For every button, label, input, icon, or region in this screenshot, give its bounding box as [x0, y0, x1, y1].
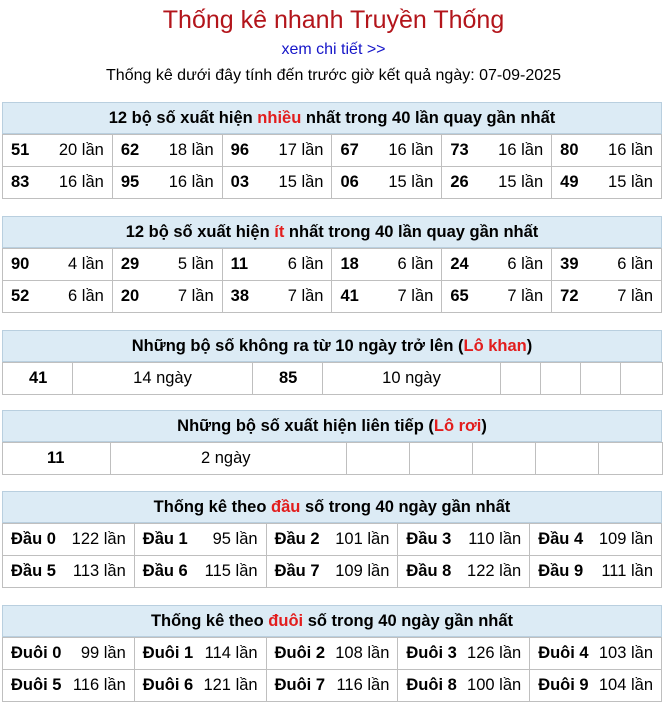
least-label: 29: [120, 255, 140, 273]
dau-count: 111 lần: [601, 562, 653, 580]
most-label: 51: [11, 141, 30, 159]
least-cell: [442, 249, 552, 281]
duoi-count: 99 lần: [80, 644, 126, 662]
most-cell: [552, 167, 662, 199]
table-row: [3, 524, 662, 556]
dau-title-red: đầu: [271, 498, 301, 516]
khan-header: [2, 330, 662, 362]
most-label: 96: [230, 141, 250, 159]
most-count: 16 lần: [168, 173, 214, 191]
most-cell: [222, 135, 332, 167]
least-cell: [3, 281, 113, 313]
most-count: 20 lần: [58, 141, 104, 159]
khan-days: 10 ngày: [323, 363, 501, 395]
table-row: [3, 363, 663, 395]
most-cell: [442, 167, 552, 199]
empty-cell: [410, 443, 473, 475]
most-cell: [3, 135, 113, 167]
most-cell: [332, 167, 442, 199]
table-row: [3, 249, 662, 281]
least-cell: [442, 281, 552, 313]
dau-cell: [266, 556, 398, 588]
most-label: 26: [450, 173, 469, 191]
table-row: [3, 670, 662, 702]
duoi-label: Đuôi 6: [142, 676, 194, 694]
least-count: 6 lần: [507, 255, 544, 273]
duoi-count: 116 lần: [336, 676, 390, 694]
least-title-post: nhất trong 40 lần quay gần nhất: [284, 223, 539, 241]
dau-section: [2, 491, 662, 588]
dau-cell: [398, 556, 530, 588]
duoi-table: [2, 637, 662, 702]
duoi-cell: [266, 670, 398, 702]
khan-num: 41: [3, 363, 73, 395]
least-label: 65: [450, 287, 469, 305]
khan-num: 85: [253, 363, 323, 395]
duoi-section: [2, 605, 662, 702]
most-cell: [112, 167, 222, 199]
duoi-cell: [530, 670, 662, 702]
least-label: 20: [120, 287, 140, 305]
empty-cell: [501, 363, 541, 395]
dau-count: 95 lần: [212, 530, 258, 548]
empty-cell: [599, 443, 663, 475]
duoi-count: 103 lần: [598, 644, 653, 662]
duoi-title-pre: Thống kê theo: [150, 612, 269, 630]
table-row: [3, 135, 662, 167]
most-count: 15 lần: [498, 173, 544, 191]
dau-table: [2, 523, 662, 588]
dau-count: 122 lần: [467, 562, 522, 580]
dau-title-pre: Thống kê theo: [153, 498, 272, 516]
roi-title-red: Lô rơi: [433, 417, 482, 435]
least-cell: [332, 281, 442, 313]
dau-label: Đầu 4: [538, 530, 584, 548]
dau-count: 113 lần: [72, 562, 126, 580]
detail-link[interactable]: xem chi tiết >>: [281, 41, 386, 58]
least-header: [2, 216, 662, 248]
table-row: [3, 638, 662, 670]
dau-cell: [134, 524, 266, 556]
least-count: 6 lần: [617, 255, 653, 273]
most-cell: [222, 167, 332, 199]
dau-label: Đầu 6: [142, 562, 188, 580]
dau-label: Đầu 7: [274, 562, 320, 580]
most-label: 83: [11, 173, 30, 191]
most-count: 15 lần: [608, 173, 653, 191]
dau-label: Đầu 2: [274, 530, 320, 548]
least-title-red: ít: [274, 223, 285, 241]
dau-cell: [530, 524, 662, 556]
duoi-header: [2, 605, 662, 637]
duoi-label: Đuôi 7: [274, 676, 326, 694]
dau-label: Đầu 8: [406, 562, 452, 580]
most-title-pre: 12 bộ số xuất hiện: [108, 109, 258, 127]
least-cell: [552, 281, 662, 313]
duoi-count: 116 lần: [72, 676, 126, 694]
dau-label: Đầu 9: [538, 562, 584, 580]
most-cell: [112, 135, 222, 167]
least-count: 6 lần: [397, 255, 434, 273]
duoi-label: Đuôi 8: [406, 676, 457, 694]
duoi-count: 100 lần: [467, 676, 522, 694]
least-cell: [112, 249, 222, 281]
most-label: 62: [120, 141, 140, 159]
most-count: 18 lần: [168, 141, 214, 159]
table-row: [3, 443, 663, 475]
least-label: 18: [340, 255, 359, 273]
most-label: 49: [560, 173, 579, 191]
most-label: 03: [230, 173, 250, 191]
least-count: 7 lần: [177, 287, 214, 305]
table-row: [3, 167, 662, 199]
least-label: 11: [230, 255, 249, 273]
dau-label: Đầu 0: [11, 530, 56, 548]
most-count: 16 lần: [498, 141, 544, 159]
most-title-post: nhất trong 40 lần quay gần nhất: [301, 109, 556, 127]
empty-cell: [621, 363, 663, 395]
least-count: 7 lần: [507, 287, 544, 305]
dau-cell: [266, 524, 398, 556]
duoi-title-post: số trong 40 ngày gần nhất: [303, 612, 514, 630]
least-cell: [112, 281, 222, 313]
duoi-count: 126 lần: [467, 644, 522, 662]
least-label: 72: [560, 287, 579, 305]
roi-num: 11: [3, 443, 111, 475]
most-cell: [332, 135, 442, 167]
most-count: 16 lần: [608, 141, 653, 159]
most-count: 15 lần: [278, 173, 324, 191]
roi-days: 2 ngày: [111, 443, 347, 475]
dau-count: 115 lần: [204, 562, 258, 580]
dau-cell: [3, 524, 135, 556]
roi-section: [2, 410, 662, 475]
duoi-cell: [3, 638, 135, 670]
least-section: [2, 216, 662, 313]
khan-table: [2, 362, 663, 395]
least-count: 6 lần: [287, 255, 324, 273]
dau-label: Đầu 1: [142, 530, 188, 548]
most-count: 16 lần: [388, 141, 434, 159]
duoi-count: 104 lần: [598, 676, 653, 694]
duoi-title-red: đuôi: [268, 612, 304, 630]
khan-title-pre: Những bộ số không ra từ 10 ngày trở lên (: [131, 337, 464, 355]
most-table: [2, 134, 662, 199]
least-cell: [552, 249, 662, 281]
dau-count: 110 lần: [468, 530, 522, 548]
most-cell: [442, 135, 552, 167]
most-label: 73: [450, 141, 469, 159]
dau-count: 109 lần: [598, 530, 653, 548]
dau-cell: [134, 556, 266, 588]
roi-title-pre: Những bộ số xuất hiện liên tiếp (: [177, 417, 434, 435]
duoi-label: Đuôi 0: [11, 644, 62, 662]
least-label: 39: [560, 255, 579, 273]
duoi-cell: [398, 638, 530, 670]
most-count: 15 lần: [388, 173, 434, 191]
duoi-count: 108 lần: [335, 644, 390, 662]
khan-title-post: ): [526, 337, 533, 355]
dau-cell: [3, 556, 135, 588]
most-label: 67: [340, 141, 359, 159]
duoi-label: Đuôi 1: [142, 644, 194, 662]
most-label: 06: [340, 173, 359, 191]
duoi-label: Đuôi 4: [538, 644, 589, 662]
duoi-cell: [398, 670, 530, 702]
least-label: 90: [11, 255, 30, 273]
duoi-label: Đuôi 9: [538, 676, 589, 694]
most-header: [2, 102, 662, 134]
empty-cell: [581, 363, 621, 395]
empty-cell: [473, 443, 536, 475]
least-label: 41: [340, 287, 359, 305]
least-count: 7 lần: [287, 287, 324, 305]
dau-cell: [530, 556, 662, 588]
dau-count: 122 lần: [71, 530, 126, 548]
least-count: 6 lần: [68, 287, 104, 305]
least-title-pre: 12 bộ số xuất hiện: [125, 223, 275, 241]
most-count: 17 lần: [278, 141, 324, 159]
dau-label: Đầu 5: [11, 562, 56, 580]
dau-title-post: số trong 40 ngày gần nhất: [300, 498, 511, 516]
dau-label: Đầu 3: [406, 530, 452, 548]
empty-cell: [536, 443, 599, 475]
most-label: 95: [120, 173, 140, 191]
most-cell: [3, 167, 113, 199]
least-label: 38: [230, 287, 250, 305]
duoi-label: Đuôi 5: [11, 676, 62, 694]
most-title-red: nhiều: [257, 109, 302, 127]
duoi-cell: [530, 638, 662, 670]
least-cell: [3, 249, 113, 281]
duoi-count: 114 lần: [204, 644, 258, 662]
least-count: 7 lần: [397, 287, 434, 305]
empty-cell: [541, 363, 581, 395]
least-label: 52: [11, 287, 30, 305]
khan-section: [2, 330, 662, 395]
least-cell: [332, 249, 442, 281]
least-count: 7 lần: [617, 287, 653, 305]
most-section: [2, 102, 662, 199]
duoi-cell: [134, 670, 266, 702]
most-count: 16 lần: [58, 173, 104, 191]
least-table: [2, 248, 662, 313]
most-label: 80: [560, 141, 579, 159]
khan-title-red: Lô khan: [463, 337, 527, 355]
roi-header: [2, 410, 662, 442]
duoi-count: 121 lần: [203, 676, 258, 694]
dau-count: 101 lần: [335, 530, 390, 548]
page-title: Thống kê nhanh Truyền Thống: [162, 6, 505, 34]
roi-table: [2, 442, 663, 475]
least-cell: [222, 281, 332, 313]
roi-title-post: ): [481, 417, 487, 435]
duoi-cell: [266, 638, 398, 670]
duoi-label: Đuôi 3: [406, 644, 457, 662]
least-cell: [222, 249, 332, 281]
khan-days: 14 ngày: [73, 363, 253, 395]
table-row: [3, 556, 662, 588]
most-cell: [552, 135, 662, 167]
date-note: Thống kê dưới đây tính đến trước giờ kết quả ngày: 07-09-2025: [106, 67, 561, 84]
dau-count: 109 lần: [335, 562, 390, 580]
duoi-label: Đuôi 2: [274, 644, 326, 662]
least-count: 4 lần: [68, 255, 104, 273]
empty-cell: [347, 443, 410, 475]
table-row: [3, 281, 662, 313]
duoi-cell: [3, 670, 135, 702]
least-count: 5 lần: [177, 255, 214, 273]
dau-header: [2, 491, 662, 523]
duoi-cell: [134, 638, 266, 670]
least-label: 24: [450, 255, 469, 273]
dau-cell: [398, 524, 530, 556]
